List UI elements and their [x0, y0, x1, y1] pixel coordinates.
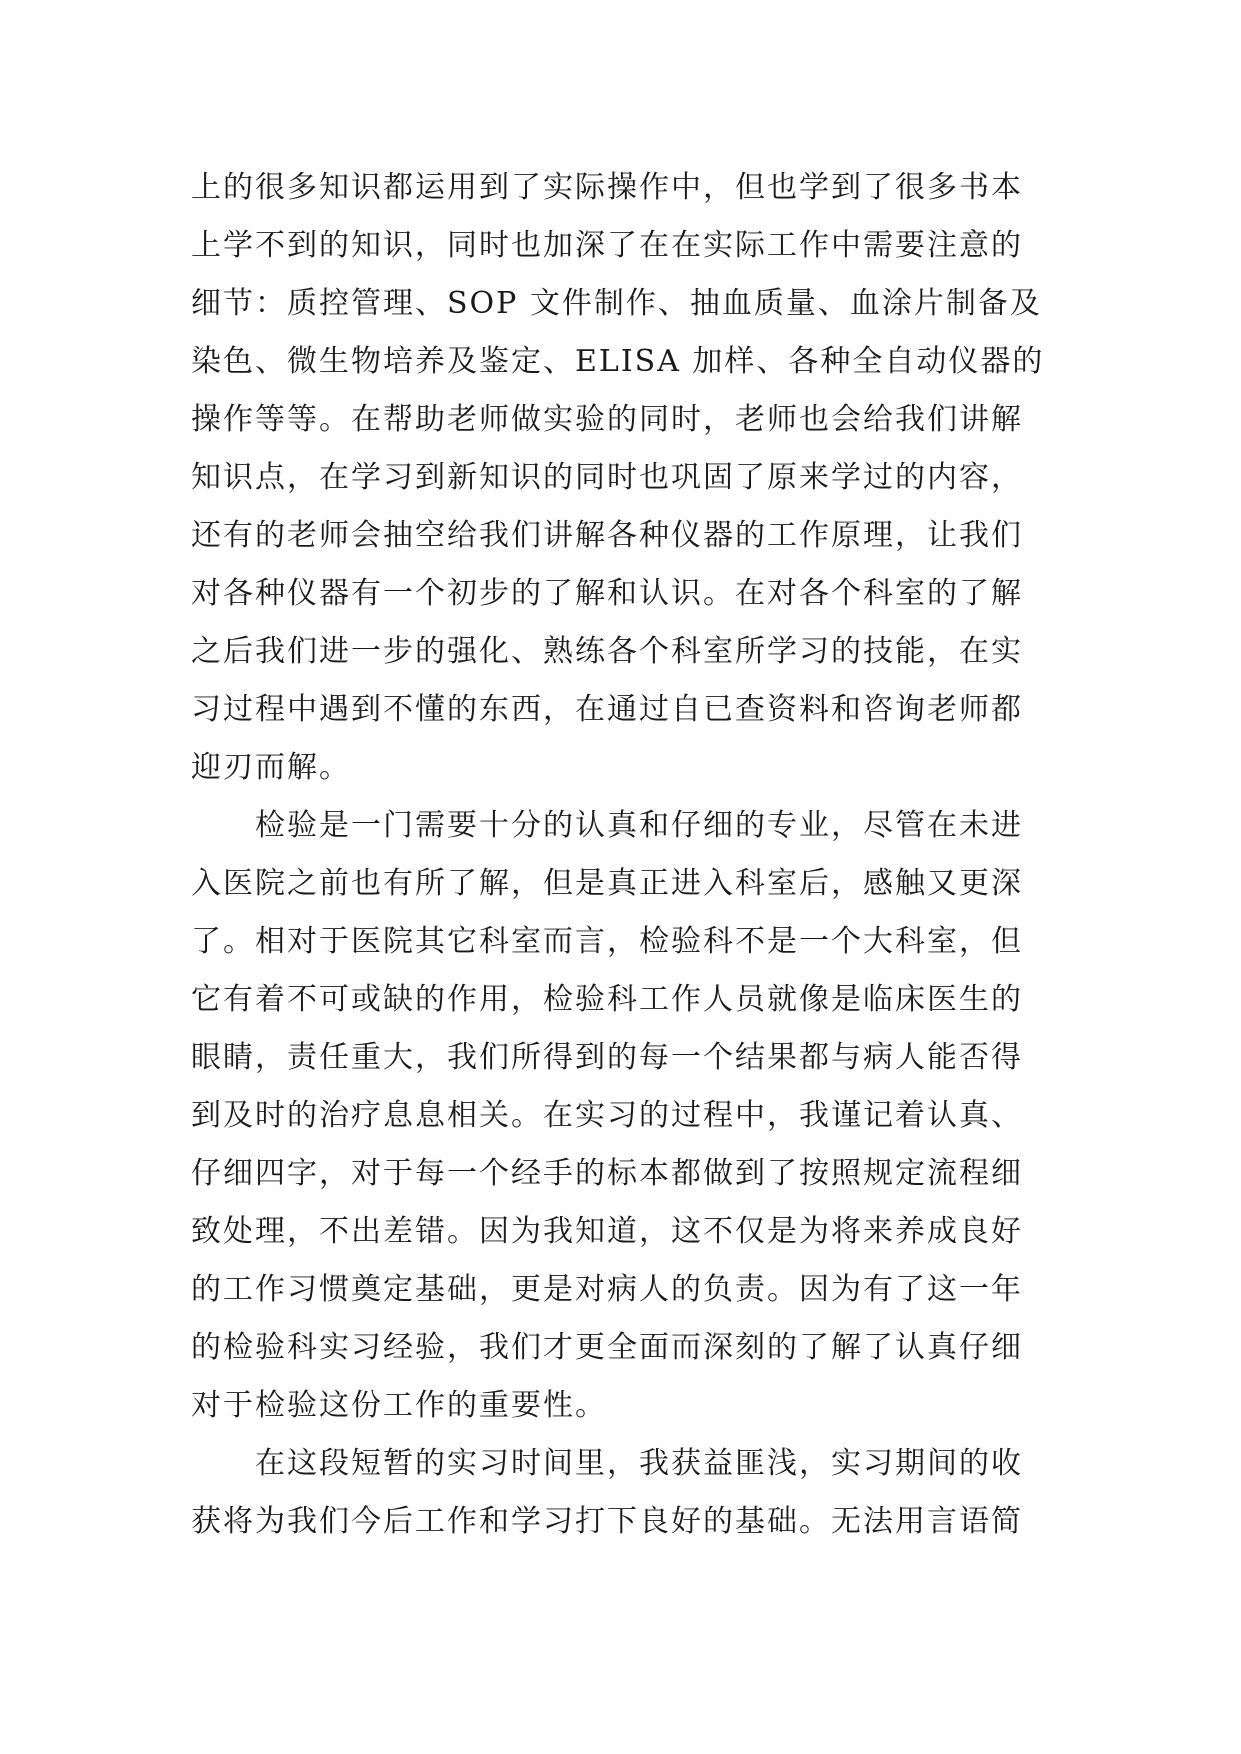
- text-line: 上的很多知识都运用到了实际操作中，但也学到了很多书本: [191, 170, 1023, 205]
- paragraph: [191, 159, 1051, 797]
- text-line: 致处理，不出差错。因为我知道，这不仅是为将来养成良好: [191, 1214, 1023, 1249]
- body-text: [191, 159, 1051, 1551]
- text-line: 眼睛，责任重大，我们所得到的每一个结果都与病人能否得: [191, 1040, 1023, 1075]
- text-line: 获将为我们今后工作和学习打下良好的基础。无法用言语简: [191, 1504, 1023, 1539]
- text-line: 在这段短暂的实习时间里，我获益匪浅，实习期间的收: [255, 1446, 1023, 1481]
- text-line: 染色、微生物培养及鉴定、ELISA 加样、各种全自动仪器的: [191, 344, 1045, 379]
- text-line: 迎刃而解。: [191, 750, 351, 785]
- paragraph: [191, 1435, 1051, 1551]
- text-line: 还有的老师会抽空给我们讲解各种仪器的工作原理，让我们: [191, 518, 1023, 553]
- text-line: 操作等等。在帮助老师做实验的同时，老师也会给我们讲解: [191, 402, 1023, 437]
- text-line: 习过程中遇到不懂的东西，在通过自已查资料和咨询老师都: [191, 692, 1023, 727]
- text-line: 它有着不可或缺的作用，检验科工作人员就像是临床医生的: [191, 982, 1023, 1017]
- text-line: 知识点，在学习到新知识的同时也巩固了原来学过的内容，: [191, 460, 1023, 495]
- text-line: 对于检验这份工作的重要性。: [191, 1388, 607, 1423]
- text-line: 了。相对于医院其它科室而言，检验科不是一个大科室，但: [191, 924, 1023, 959]
- text-line: 之后我们进一步的强化、熟练各个科室所学习的技能，在实: [191, 634, 1023, 669]
- text-line: 仔细四字，对于每一个经手的标本都做到了按照规定流程细: [191, 1156, 1023, 1191]
- text-line: 对各种仪器有一个初步的了解和认识。在对各个科室的了解: [191, 576, 1023, 611]
- text-line: 的工作习惯奠定基础，更是对病人的负责。因为有了这一年: [191, 1272, 1023, 1307]
- paragraph: [191, 797, 1051, 1435]
- text-line: 上学不到的知识，同时也加深了在在实际工作中需要注意的: [191, 228, 1023, 263]
- text-line: 细节：质控管理、SOP 文件制作、抽血质量、血涂片制备及: [191, 286, 1042, 321]
- text-line: 到及时的治疗息息相关。在实习的过程中，我谨记着认真、: [191, 1098, 1023, 1133]
- text-line: 的检验科实习经验，我们才更全面而深刻的了解了认真仔细: [191, 1330, 1023, 1365]
- text-line: 入医院之前也有所了解，但是真正进入科室后，感触又更深: [191, 866, 1023, 901]
- text-line: 检验是一门需要十分的认真和仔细的专业，尽管在未进: [255, 808, 1023, 843]
